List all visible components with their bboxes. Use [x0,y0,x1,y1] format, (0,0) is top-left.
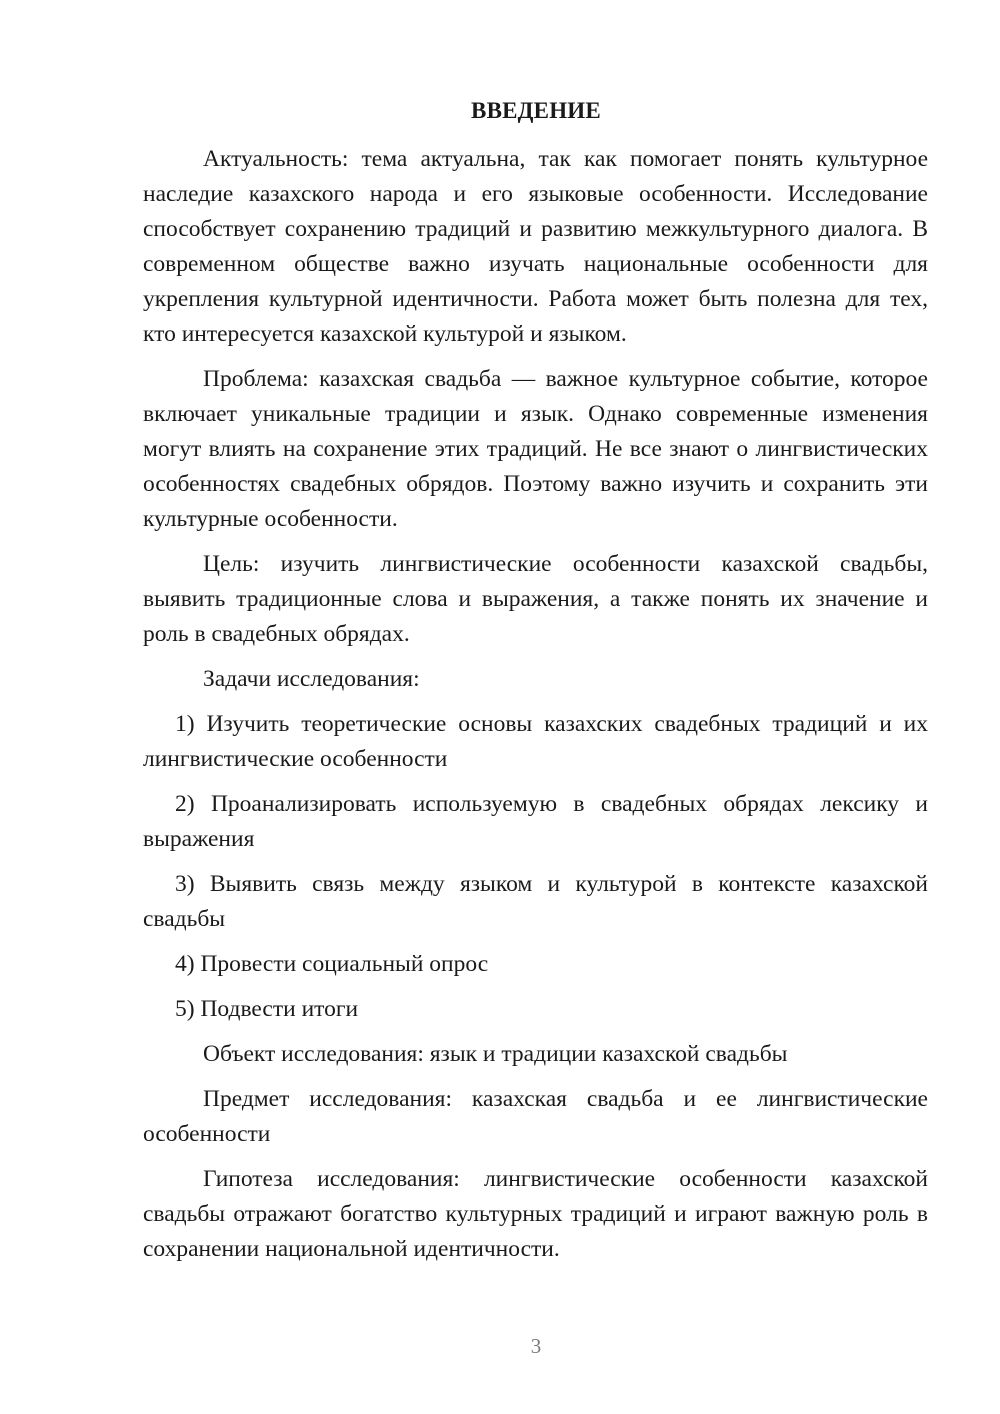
page-title: ВВЕДЕНИЕ [471,98,601,123]
object-paragraph: Объект исследования: язык и традиции казахской свадьбы [203,1041,788,1067]
problem-paragraph: Проблема: казахская свадьба — важное культурное событие, которое включает уникальные традиции и язык. Однако современные изменения могут влиять на сохранение этих традиций. Не все знают о лингвистических особенностях свадебных обрядов. Поэтому важно изучить и сохранить эти культурные особенности. [143,366,928,532]
goal-paragraph: Цель: изучить лингвистические особенности казахской свадьбы, выявить традиционные слова и выражения, а также понять их значение и роль в свадебных обрядах. [143,551,928,647]
task-item-5: 5) Подвести итоги [175,996,359,1022]
task-item-3: 3) Выявить связь между языком и культурой в контексте казахской свадьбы [143,871,928,932]
document-body [143,142,928,1277]
page-number: 3 [530,1334,542,1358]
tasks-heading: Задачи исследования: [203,666,420,692]
relevance-paragraph: Актуальность: тема актуальна, так как помогает понять культурное наследие казахского народа и его языковые особенности. Исследование способствует сохранению традиций и развитию межкультурного диалога. В современном обществе важно изучать национальные особенности для укрепления культурной идентичности. Работа может быть полезна для тех, кто интересуется казахской культурой и языком. [143,146,928,347]
hypothesis-paragraph: Гипотеза исследования: лингвистические особенности казахской свадьбы отражают богатство культурных традиций и играют важную роль в сохранении национальной идентичности. [143,1166,928,1262]
subject-paragraph: Предмет исследования: казахская свадьба и ее лингвистические особенности [143,1086,928,1147]
task-item-2: 2) Проанализировать используемую в свадебных обрядах лексику и выражения [143,791,928,852]
task-item-4: 4) Провести социальный опрос [175,951,489,977]
task-item-1: 1) Изучить теоретические основы казахских свадебных традиций и их лингвистические особенности [143,711,928,772]
